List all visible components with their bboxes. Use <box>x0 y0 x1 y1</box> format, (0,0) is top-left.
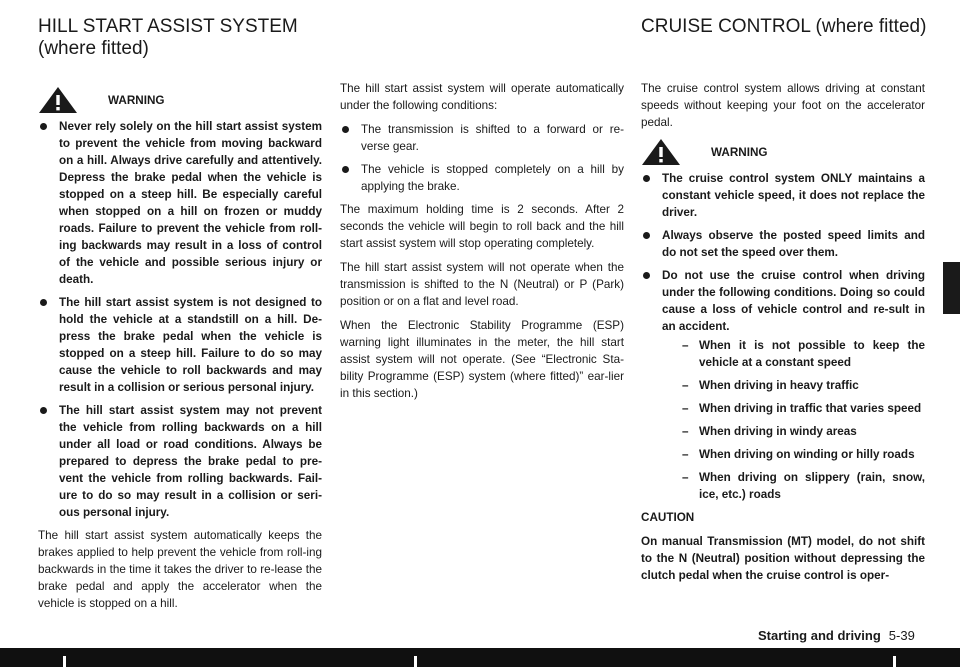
warning-item-text: The cruise control system ONLY maintains a constant vehicle speed, it does not replace the driver. <box>662 172 925 219</box>
warning-triangle-icon <box>641 138 681 166</box>
warning-heading <box>38 86 322 114</box>
condition-item-text: The transmission is shifted to a forward or re-verse gear. <box>361 123 624 153</box>
warning-list <box>38 118 322 521</box>
footer-section-title: Starting and driving <box>758 628 881 643</box>
bullet-icon <box>342 126 349 133</box>
dash-item: – When it is not possible to keep the vehicle at a constant speed <box>682 339 925 369</box>
section-tab-marker <box>943 262 960 314</box>
warning-item <box>38 294 322 396</box>
dash-item: – When driving on winding or hilly roads <box>682 448 915 461</box>
condition-item-text: The vehicle is stopped completely on a hill by applying the brake. <box>361 163 624 193</box>
cruise-intro: The cruise control system allows driving at constant speeds without keeping your foot on the accelerator pedal. <box>641 82 925 129</box>
warning-item-text: The hill start assist system is not designed to hold the vehicle at a standstill on a hill. De-press the brake pedal when the vehicle is stopped on a steep hill. Failure to do so may cause the vehicle to roll backwards and may result in a collision or serious personal injury. <box>59 296 322 394</box>
bullet-icon <box>643 272 650 279</box>
body-paragraph: The hill start assist system automatically keeps the brakes applied to help prevent the vehicle from roll-ing backwards in the time it takes the driver to re-lease the brake pedal and apply the accelerator when the vehicle is stopped on a hill. <box>38 529 322 610</box>
bottom-tick-mark <box>63 656 66 667</box>
page-number: 5-39 <box>888 628 915 643</box>
body-paragraph: When the Electronic Stability Programme (ESP) warning light illuminates in the meter, the hill start assist system will not operate. (See “Electronic Sta-bility Programme (ESP) system (where fitted)” ear-lier in this section.) <box>340 319 624 400</box>
bullet-icon <box>643 175 650 182</box>
bottom-tick-mark <box>893 656 896 667</box>
column-hill-start-warning <box>38 86 322 619</box>
header-right-title: CRUISE CONTROL (where fitted) <box>641 16 927 37</box>
warning-label: WARNING <box>711 145 768 159</box>
bullet-icon <box>40 407 47 414</box>
header-left-title <box>38 16 298 60</box>
bullet-icon <box>342 166 349 173</box>
body-paragraph: The maximum holding time is 2 seconds. After 2 seconds the vehicle will begin to roll back and the hill start assist system will stop operating completely. <box>340 203 624 250</box>
column-cruise-control <box>641 80 925 591</box>
warning-label: WARNING <box>108 93 165 107</box>
conditions-intro: The hill start assist system will operate automatically under the following conditions: <box>340 82 624 112</box>
column-hill-start-operation <box>340 80 624 409</box>
conditions-dash-list <box>662 337 925 503</box>
warning-triangle-icon <box>38 86 78 114</box>
bullet-icon <box>643 232 650 239</box>
bottom-bar <box>0 648 960 667</box>
dash-item: – When driving in heavy traffic <box>682 379 859 392</box>
warning-item-text: Do not use the cruise control when driving under the following conditions. Doing so could cause a loss of vehicle control and re-sult in an accident. <box>662 269 925 333</box>
bottom-tick-mark <box>414 656 417 667</box>
dash-item-text: When driving in windy areas <box>699 425 857 438</box>
header-left-line1: HILL START ASSIST SYSTEM <box>38 16 298 37</box>
conditions-list <box>340 121 624 195</box>
warning-item <box>38 402 322 521</box>
condition-item <box>340 161 624 195</box>
bullet-icon <box>40 299 47 306</box>
warning-heading <box>641 138 925 166</box>
dash-item: – When driving on slippery (rain, snow, ice, etc.) roads <box>682 471 925 501</box>
warning-item-text: Always observe the posted speed limits and do not set the speed over them. <box>662 229 925 259</box>
dash-item: – When driving in windy areas <box>682 425 857 438</box>
warning-list <box>641 170 925 503</box>
bullet-icon <box>40 123 47 130</box>
dash-item-text: When it is not possible to keep the vehicle at a constant speed <box>699 339 925 369</box>
dash-item-text: When driving on slippery (rain, snow, ice, etc.) roads <box>699 471 925 501</box>
warning-item-text: The hill start assist system may not prevent the vehicle from rolling backwards on a hill under all load or road conditions. Always be prepared to depress the brake pedal to pre-vent the vehicle from rolling backwards. Fail-ure to do so may result in a collision or seri-ous personal injury. <box>59 404 322 519</box>
body-paragraph: The hill start assist system will not operate when the transmission is shifted to the N (Neutral) or P (Park) position or on a flat and level road. <box>340 261 624 308</box>
page-footer <box>758 628 915 643</box>
caution-label: CAUTION <box>641 511 695 524</box>
dash-item-text: When driving in traffic that varies speed <box>699 402 922 415</box>
warning-item <box>641 267 925 503</box>
dash-item-text: When driving in heavy traffic <box>699 379 859 392</box>
dash-item-text: When driving on winding or hilly roads <box>699 448 915 461</box>
condition-item <box>340 121 624 155</box>
header-left-line2: (where fitted) <box>38 38 149 59</box>
warning-item <box>641 170 925 221</box>
caution-text: On manual Transmission (MT) model, do not shift to the N (Neutral) position without depressing the clutch pedal when the cruise control is oper- <box>641 535 925 582</box>
warning-item <box>641 227 925 261</box>
warning-item-text: Never rely solely on the hill start assist system to prevent the vehicle from moving backward on a hill. Always drive carefully and attentively. Depress the brake pedal when the vehicle is stopped on a steep hill. Be especially careful when stopped on a hill on frozen or muddy roads. Failure to prevent the vehicle from roll-ing backwards may result in a loss of control of the vehicle and possible serious injury or death. <box>59 120 322 286</box>
warning-item <box>38 118 322 288</box>
dash-item: – When driving in traffic that varies speed <box>682 402 922 415</box>
